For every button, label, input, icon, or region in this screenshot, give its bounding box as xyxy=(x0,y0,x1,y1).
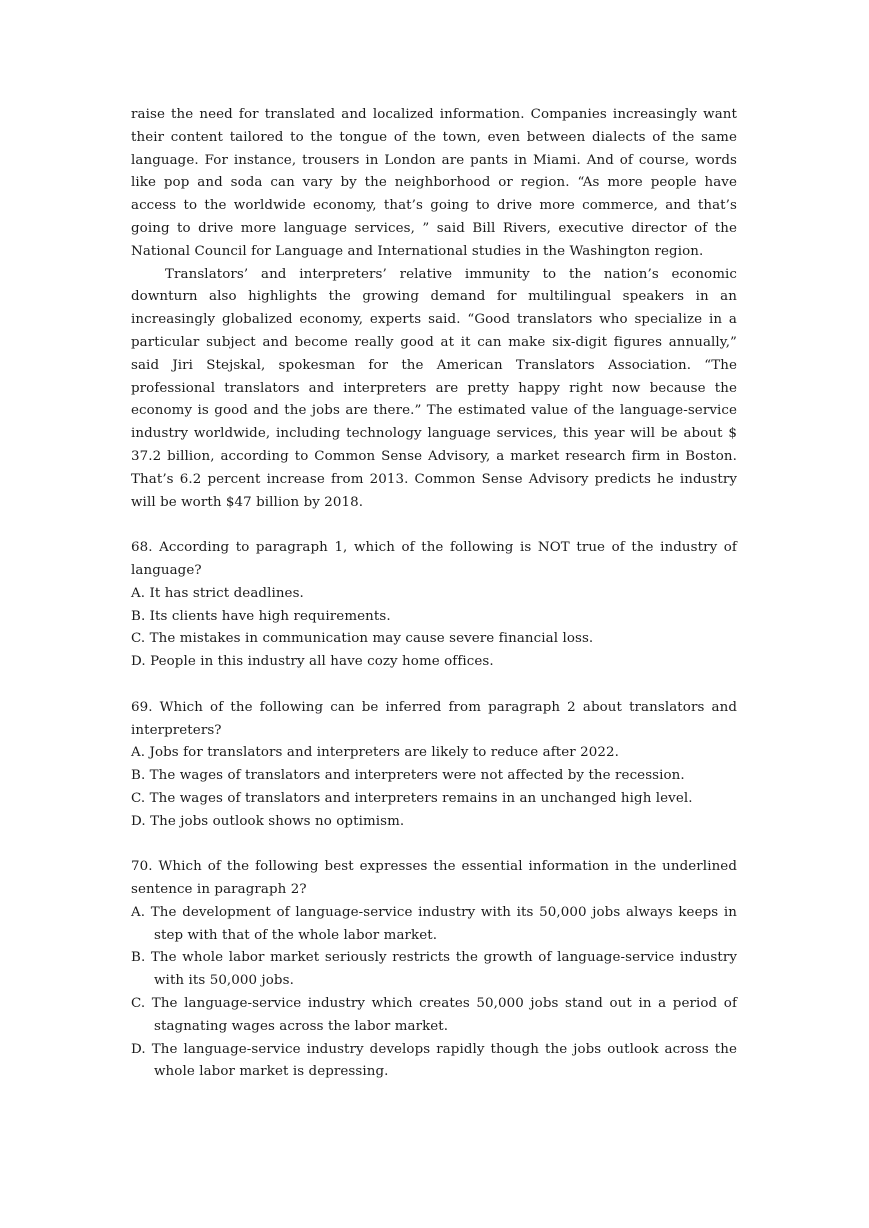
question-stem: 70. Which of the following best expresses the essential information in the underlined sentence in paragraph 2? xyxy=(131,859,737,898)
option-a: A. The development of language-service industry with its 50,000 jobs always keeps in step with that of the whole labor market. xyxy=(131,904,737,943)
passage-paragraph-translators: Translators’ and interpreters’ relative immunity to the nation’s economic downturn also highlights the growing demand for multilingual speakers in an increasingly globalized economy, experts said. “Good translators who specialize in a particular subject and become really good at it can make six-digit figures annually,” said Jiri Stejskal, spokesman for the American Translators Association. “The professional translators and interpreters are pretty happy right now because the economy is good and the jobs are there.” The estimated value of the language-service industry worldwide, including technology language services, this year will be about $ 37.2 billion, according to Common Sense Advisory, a market research firm in Boston. That’s 6.2 percent increase from 2013. Common Sense Advisory predicts he industry will be worth $47 billion by 2018. xyxy=(131,266,737,510)
option-d: D. People in this industry all have cozy home offices. xyxy=(131,654,494,670)
option-b: B. The wages of translators and interpreters were not affected by the recession. xyxy=(131,768,685,784)
option-b: B. Its clients have high requirements. xyxy=(131,608,391,624)
option-c: C. The wages of translators and interpreters remains in an unchanged high level. xyxy=(131,790,693,806)
question-stem: 69. Which of the following can be inferred from paragraph 2 about translators and interpreters? xyxy=(131,699,737,738)
option-c: C. The language-service industry which creates 50,000 jobs stand out in a period of stagnating wages across the labor market. xyxy=(131,996,737,1034)
question-68 xyxy=(131,537,737,674)
option-d: D. The jobs outlook shows no optimism. xyxy=(131,813,405,829)
question-stem: 68. According to paragraph 1, which of the following is NOT true of the industry of language? xyxy=(131,540,737,578)
question-70 xyxy=(131,856,737,1084)
option-a: A. It has strict deadlines. xyxy=(131,585,304,601)
option-a: A. Jobs for translators and interpreters are likely to reduce after 2022. xyxy=(131,745,619,761)
passage-paragraph-continued: raise the need for translated and localized information. Companies increasingly want their content tailored to the tongue of the town, even between dialects of the same language. For instance, trousers in London are pants in Miami. And of course, words like pop and soda can vary by the neighborhood or region. “As more people have access to the worldwide economy, that’s going to drive more commerce, and that’s going to drive more language services, ” said Bill Rivers, executive director of the National Council for Language and International studies in the Washington region. xyxy=(131,107,737,259)
document-content xyxy=(131,104,737,1084)
question-69 xyxy=(131,697,737,834)
option-b: B. The whole labor market seriously restricts the growth of language-service industry with its 50,000 jobs. xyxy=(131,950,737,989)
option-c: C. The mistakes in communication may cause severe financial loss. xyxy=(131,631,594,647)
option-d: D. The language-service industry develops rapidly though the jobs outlook across the whole labor market is depressing. xyxy=(131,1041,737,1080)
